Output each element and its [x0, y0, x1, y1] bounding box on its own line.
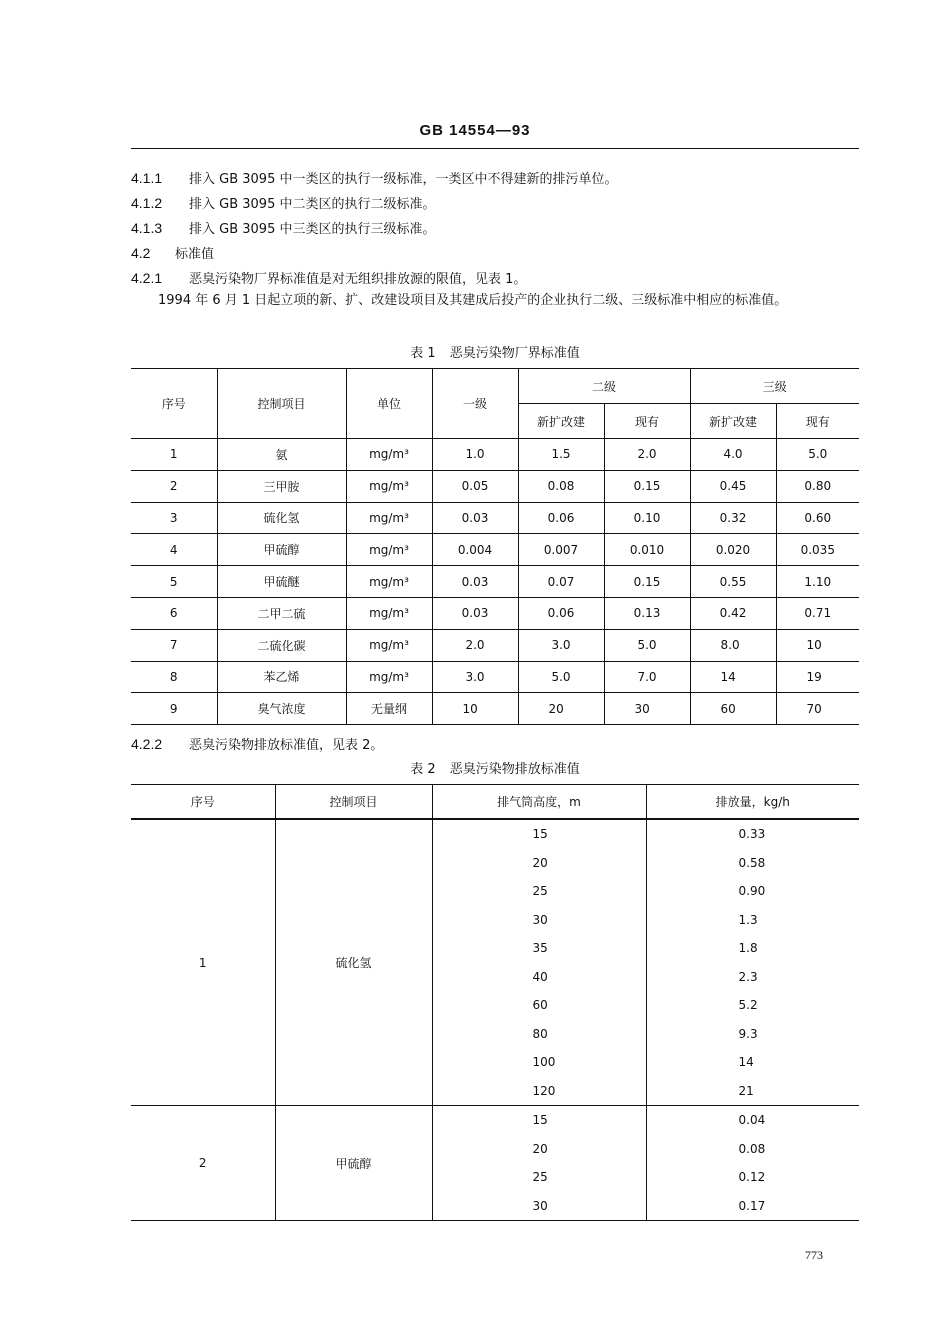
header-item: 控制项目 [275, 785, 432, 820]
cell-grade2-existing: 0.15 [604, 470, 690, 502]
header-grade2-new: 新扩改建 [518, 404, 604, 439]
header-seq: 序号 [131, 785, 275, 820]
clause-4-1-3 [131, 218, 435, 237]
cell-grade3-new: 8.0 [690, 629, 776, 661]
cell-grade3-existing: 0.035 [776, 534, 859, 566]
cell-emission-rate: 0.08 [646, 1135, 859, 1164]
cell-stack-height: 15 [432, 819, 646, 849]
cell-grade3-new: 0.32 [690, 502, 776, 534]
cell-grade2-existing: 0.15 [604, 566, 690, 598]
clause-4-2 [131, 243, 214, 262]
clause-text: 排入 GB 3095 中二类区的执行二级标准。 [189, 197, 436, 212]
cell-unit: mg/m³ [346, 534, 432, 566]
cell-emission-rate: 0.90 [646, 877, 859, 906]
cell-seq: 2 [131, 470, 217, 502]
cell-stack-height: 80 [432, 1020, 646, 1049]
cell-emission-rate: 2.3 [646, 963, 859, 992]
cell-unit: mg/m³ [346, 439, 432, 471]
cell-seq: 3 [131, 502, 217, 534]
clause-text: 恶臭污染物排放标准值，见表 2。 [189, 738, 384, 753]
cell-stack-height: 15 [432, 1106, 646, 1135]
cell-grade3-existing: 10 [776, 629, 859, 661]
cell-unit: mg/m³ [346, 661, 432, 693]
cell-seq: 6 [131, 597, 217, 629]
header-grade3: 三级 [690, 369, 859, 404]
cell-grade2-new: 0.007 [518, 534, 604, 566]
table-row [131, 661, 859, 693]
header-grade1: 一级 [432, 369, 518, 439]
cell-seq: 5 [131, 566, 217, 598]
cell-emission-rate: 0.58 [646, 849, 859, 878]
cell-item: 甲硫醇 [217, 534, 346, 566]
table-row [131, 470, 859, 502]
clause-number: 4.1.1 [131, 170, 163, 186]
cell-stack-height: 30 [432, 1192, 646, 1221]
cell-grade2-new: 0.06 [518, 597, 604, 629]
cell-grade2-existing: 0.010 [604, 534, 690, 566]
cell-emission-rate: 0.12 [646, 1163, 859, 1192]
cell-grade3-new: 4.0 [690, 439, 776, 471]
cell-grade3-new: 0.42 [690, 597, 776, 629]
cell-seq: 7 [131, 629, 217, 661]
table-row [131, 566, 859, 598]
clause-number: 4.2.2 [131, 736, 163, 752]
standard-code-header: GB 14554—93 [419, 122, 531, 139]
table-row [131, 629, 859, 661]
cell-grade3-existing: 0.80 [776, 470, 859, 502]
cell-stack-height: 20 [432, 1135, 646, 1164]
cell-grade1: 0.05 [432, 470, 518, 502]
clause-text: 标准值 [175, 247, 215, 262]
clause-text: 恶臭污染物厂界标准值是对无组织排放源的限值，见表 1。 [189, 272, 527, 287]
cell-grade2-existing: 0.10 [604, 502, 690, 534]
cell-stack-height: 120 [432, 1077, 646, 1106]
table-row [131, 502, 859, 534]
cell-grade3-existing: 70 [776, 693, 859, 725]
table2-emission-standards [131, 784, 859, 1221]
cell-item: 氨 [217, 439, 346, 471]
cell-seq: 8 [131, 661, 217, 693]
table-header-row [131, 369, 859, 404]
cell-item: 硫化氢 [217, 502, 346, 534]
cell-stack-height: 100 [432, 1048, 646, 1077]
header-seq: 序号 [131, 369, 217, 439]
clause-number: 4.1.2 [131, 195, 163, 211]
table1-caption [131, 342, 859, 361]
cell-grade3-existing: 1.10 [776, 566, 859, 598]
table2-number: 表 2 [410, 762, 436, 777]
cell-item: 苯乙烯 [217, 661, 346, 693]
header-grade2: 二级 [518, 369, 690, 404]
header-grade3-existing: 现有 [776, 404, 859, 439]
cell-item: 硫化氢 [275, 819, 432, 1106]
cell-seq: 2 [131, 1106, 275, 1221]
cell-unit: mg/m³ [346, 629, 432, 661]
cell-grade3-new: 0.55 [690, 566, 776, 598]
page-number: 773 [805, 1248, 823, 1262]
table-row [131, 819, 859, 849]
clause-4-2-2 [131, 734, 383, 753]
cell-seq: 1 [131, 819, 275, 1106]
cell-item: 二甲二硫 [217, 597, 346, 629]
cell-unit: mg/m³ [346, 470, 432, 502]
clause-4-1-1 [131, 168, 617, 187]
cell-stack-height: 40 [432, 963, 646, 992]
cell-seq: 1 [131, 439, 217, 471]
cell-grade3-existing: 5.0 [776, 439, 859, 471]
cell-item: 甲硫醚 [217, 566, 346, 598]
cell-unit: mg/m³ [346, 502, 432, 534]
cell-emission-rate: 0.04 [646, 1106, 859, 1135]
table-row [131, 534, 859, 566]
cell-item: 臭气浓度 [217, 693, 346, 725]
cell-unit: mg/m³ [346, 597, 432, 629]
cell-grade3-existing: 0.71 [776, 597, 859, 629]
cell-grade1: 0.03 [432, 597, 518, 629]
cell-grade2-existing: 7.0 [604, 661, 690, 693]
cell-unit: 无量纲 [346, 693, 432, 725]
header-unit: 单位 [346, 369, 432, 439]
cell-stack-height: 60 [432, 991, 646, 1020]
cell-seq: 4 [131, 534, 217, 566]
header-stack-height: 排气筒高度，m [432, 785, 646, 820]
cell-item: 三甲胺 [217, 470, 346, 502]
table-header-row [131, 785, 859, 820]
clause-4-2-1 [131, 268, 526, 287]
cell-seq: 9 [131, 693, 217, 725]
header-grade3-new: 新扩改建 [690, 404, 776, 439]
table1-number: 表 1 [410, 346, 436, 361]
cell-grade3-existing: 19 [776, 661, 859, 693]
cell-grade1: 3.0 [432, 661, 518, 693]
cell-grade3-existing: 0.60 [776, 502, 859, 534]
clause-text: 排入 GB 3095 中一类区的执行一级标准，一类区中不得建新的排污单位。 [189, 172, 618, 187]
cell-emission-rate: 14 [646, 1048, 859, 1077]
table2-caption [131, 758, 859, 777]
cell-grade2-new: 1.5 [518, 439, 604, 471]
cell-item: 甲硫醇 [275, 1106, 432, 1221]
cell-emission-rate: 0.33 [646, 819, 859, 849]
header-rule [131, 148, 859, 149]
clause-number: 4.1.3 [131, 220, 163, 236]
cell-grade2-existing: 30 [604, 693, 690, 725]
cell-grade1: 10 [432, 693, 518, 725]
cell-item: 二硫化碳 [217, 629, 346, 661]
table-row [131, 597, 859, 629]
table2-title: 恶臭污染物排放标准值 [449, 762, 580, 777]
cell-grade1: 0.03 [432, 566, 518, 598]
clause-number: 4.2.1 [131, 270, 163, 286]
header-item: 控制项目 [217, 369, 346, 439]
cell-grade2-new: 3.0 [518, 629, 604, 661]
cell-grade2-existing: 0.13 [604, 597, 690, 629]
cell-grade2-existing: 2.0 [604, 439, 690, 471]
clause-text: 排入 GB 3095 中三类区的执行三级标准。 [189, 222, 436, 237]
cell-grade2-new: 20 [518, 693, 604, 725]
cell-grade1: 1.0 [432, 439, 518, 471]
cell-grade1: 0.004 [432, 534, 518, 566]
header-emission-rate: 排放量，kg/h [646, 785, 859, 820]
cell-emission-rate: 9.3 [646, 1020, 859, 1049]
table-row [131, 1106, 859, 1135]
cell-grade2-new: 0.07 [518, 566, 604, 598]
cell-grade3-new: 14 [690, 661, 776, 693]
body-paragraph: 1994 年 6 月 1 日起立项的新、扩、改建设项目及其建成后投产的企业执行二级、三级标准中相应的标准值。 [158, 293, 788, 308]
cell-emission-rate: 0.17 [646, 1192, 859, 1221]
cell-grade3-new: 0.020 [690, 534, 776, 566]
table1-boundary-standards [131, 368, 859, 725]
table1-title: 恶臭污染物厂界标准值 [449, 346, 580, 361]
cell-stack-height: 35 [432, 934, 646, 963]
cell-grade1: 2.0 [432, 629, 518, 661]
cell-stack-height: 20 [432, 849, 646, 878]
cell-emission-rate: 21 [646, 1077, 859, 1106]
cell-grade2-new: 0.08 [518, 470, 604, 502]
clause-number: 4.2 [131, 245, 151, 261]
table-row [131, 439, 859, 471]
table-row [131, 693, 859, 725]
cell-grade2-existing: 5.0 [604, 629, 690, 661]
cell-emission-rate: 5.2 [646, 991, 859, 1020]
cell-grade3-new: 0.45 [690, 470, 776, 502]
cell-emission-rate: 1.8 [646, 934, 859, 963]
clause-4-1-2 [131, 193, 435, 212]
cell-stack-height: 25 [432, 877, 646, 906]
cell-stack-height: 25 [432, 1163, 646, 1192]
cell-grade2-new: 0.06 [518, 502, 604, 534]
cell-grade1: 0.03 [432, 502, 518, 534]
cell-stack-height: 30 [432, 906, 646, 935]
cell-emission-rate: 1.3 [646, 906, 859, 935]
header-grade2-existing: 现有 [604, 404, 690, 439]
cell-grade2-new: 5.0 [518, 661, 604, 693]
cell-grade3-new: 60 [690, 693, 776, 725]
cell-unit: mg/m³ [346, 566, 432, 598]
